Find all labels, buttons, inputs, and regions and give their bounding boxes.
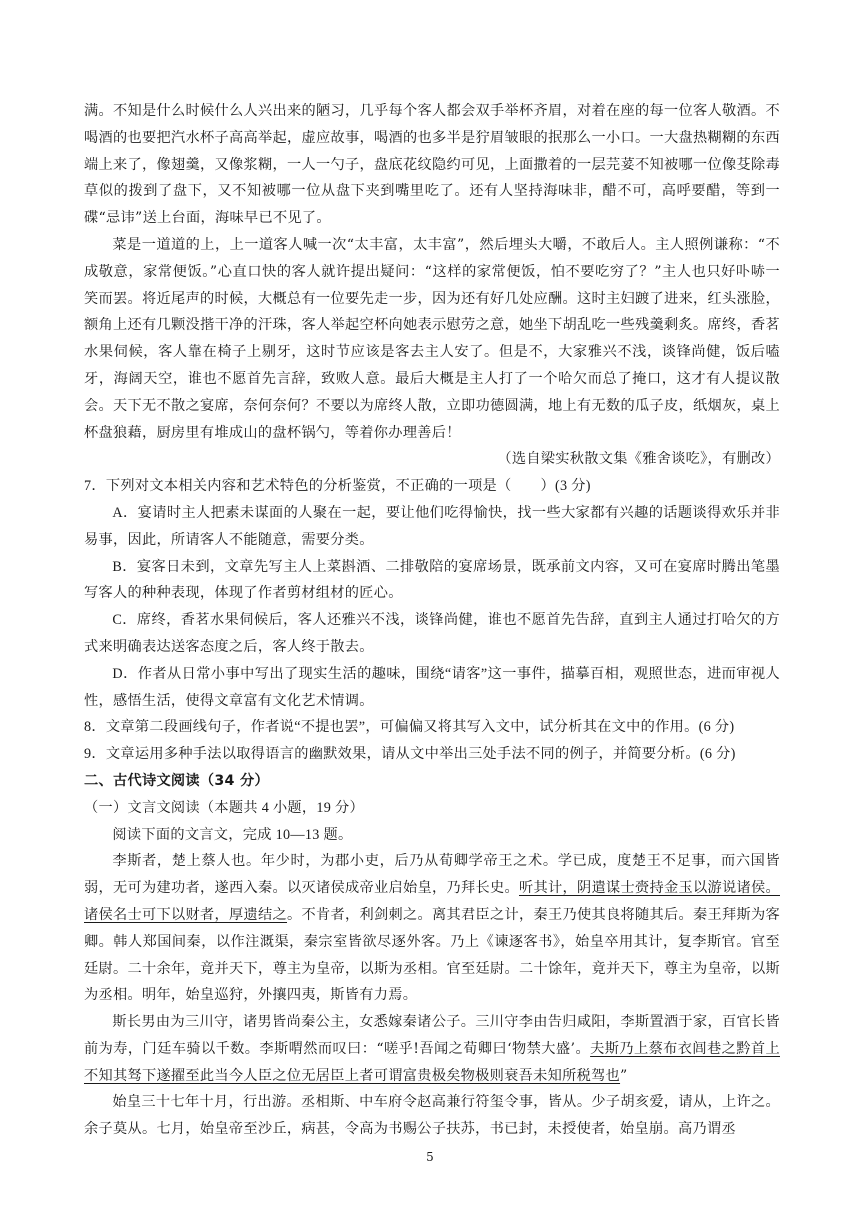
page-body	[84, 98, 780, 1143]
essay-source: （选自梁实秋散文集《雅舍谈吃》，有删改）	[497, 451, 780, 468]
essay-paragraph: 满。不知是什么时候什么人兴出来的陋习，几乎每个客人都会双手举杯齐眉，对着在座的每一位客人敬酒。不喝酒的也要把汽水杯子高高举起，虚应故事，喝酒的也多半是狞眉皱眼的抿那么一小口。一大盘热糊糊的东西端上来了，像翅羹，又像浆糊，一人一勺子，盘底花纹隐约可见，上面撒着的一层芫荽不知被哪一位像芟除毒草似的拨到了盘下，又不知被哪一位从盘下夹到嘴里吃了。还有人坚持海味非，醋不可，高呼要醋，等到一碟“忌讳”送上台面，海味早已不见了。	[84, 103, 780, 227]
section-2-intro: 阅读下面的文言文，完成 10—13 题。	[112, 826, 353, 843]
question-7-option-a: A．宴请时主人把素未谋面的人聚在一起，要让他们吃得愉快，找一些大家都有兴趣的话题谈得欢乐并非易事，因此，所请客人不能随意，需要分类。	[84, 504, 780, 548]
underlined-sentence: 听其计，阴遣谋士赍持金玉以游说诸侯。诸侯名士可下以财者，厚遗结之	[84, 880, 780, 923]
classical-text: 斯长男由为三川守，诸男皆尚秦公主，女悉嫁秦诸公子。三川守李由告归咸阳，李斯置酒于家，百官长皆前为寿，门廷车骑以千数。李斯喟然而叹曰：“嗟乎!吾闻之荀卿曰‘物禁大盛’。	[84, 1014, 780, 1057]
section-2-title: 二、古代诗文阅读（34 分）	[84, 772, 269, 789]
classical-paragraph-2	[84, 1009, 780, 1089]
section-2-subtitle: （一）文言文阅读（本题共 4 小题，19 分）	[84, 799, 365, 816]
classical-paragraph-1	[84, 848, 780, 1009]
underlined-sentence: 夫斯乃上蔡布衣闾巷之黔首上不知其驽下遂擢至此当今人臣之位无居臣上者可谓富贵极矣物极则衰吾未知所税驾也	[84, 1040, 780, 1084]
question-9: 9．文章运用多种手法以取得语言的幽默效果，请从文中举出三处手法不同的例子，并简要分析。(6 分)	[84, 746, 736, 763]
question-7-option-d: D．作者从日常小事中写出了现实生活的趣味，围绕“请客”这一事件，描摹百相，观照世态，进而审视人性，感悟生活，使得文章富有文化艺术情调。	[84, 665, 780, 709]
page-number: 5	[426, 1150, 434, 1164]
classical-text: ”	[620, 1067, 628, 1084]
classical-paragraph-3: 始皇三十七年十月，行出游。丞相斯、中车府令赵高兼行符玺令事，皆从。少子胡亥爱，请从，上许之。余子莫从。七月，始皇帝至沙丘，病甚，令高为书赐公子扶苏，书已封，未授使者，始皇崩。高乃谓丞	[84, 1094, 780, 1138]
essay-paragraph: 菜是一道道的上，上一道客人喊一次“太丰富，太丰富”，然后埋头大嚼，不敢后人。主人照例谦称：“不成敬意，家常便饭。”心直口快的客人就许提出疑问：“这样的家常便饭，怕不要吃穷了？”主人也只好卟哧一笑而罢。将近尾声的时候，大概总有一位要先走一步，因为还有好几处应酬。这时主妇踱了进来，红头涨脸，额角上还有几颗没揩干净的汗珠，客人举起空杯向她表示慰劳之意，她坐下胡乱吃一些残羹剩炙。席终，香茗水果伺候，客人靠在椅子上剔牙，这时节应该是客去主人安了。但是不，大家雅兴不浅，谈锋尚健，饭后嗑牙，海阔天空，谁也不愿首先言辞，致败人意。最后大概是主人打了一个哈欠而总了掩口，这才有人提议散会。天下无不散之宴席，奈何奈何？不要以为席终人散，立即功德圆满，地上有无数的瓜子皮，纸烟灰，桌上杯盘狼藉，厨房里有堆成山的盘杯锅勺，等着你办理善后！	[84, 236, 780, 441]
classical-text: 李斯者，楚上蔡人也。年少时，为郡小吏，后乃从荀卿学帝王之术。学已成，度楚王不足事，而六国皆弱，无可为建功者，遂西入秦。以灭诸侯成帝业启始皇，乃拜长史。	[84, 853, 780, 897]
question-7-option-b: B．宴客日未到，文章先写主人上菜斟酒、二排敬陪的宴席场景，既承前文内容，又可在宴席时腾出笔墨写客人的种种表现，体现了作者剪材组材的匠心。	[84, 558, 780, 602]
question-7-stem: 7．下列对文本相关内容和艺术特色的分析鉴赏，不正确的一项是（ ）(3 分)	[84, 478, 591, 495]
classical-text: 。不肯者，利剑刺之。离其君臣之计，秦王乃使其良将随其后。秦王拜斯为客卿。韩人郑国间秦，以作注溉渠，秦宗室皆欲尽逐外客。乃上《谏逐客书》，始皇卒用其计，复李斯官。官至廷尉。二十余年，竟并天下，尊主为皇帝，以斯为丞相。官至廷尉。二十馀年，竟并天下，尊主为皇帝，以斯为丞相。明年，始皇巡狩，外攘四夷，斯皆有力焉。	[84, 906, 781, 1004]
question-8: 8．文章第二段画线句子，作者说“不提也罢”，可偏偏又将其写入文中，试分析其在文中的作用。(6 分)	[84, 719, 735, 736]
question-7-option-c: C．席终，香茗水果伺候后，客人还雅兴不浅，谈锋尚健，谁也不愿首先告辞，直到主人通过打哈欠的方式来明确表达送客态度之后，客人终于散去。	[84, 612, 780, 655]
